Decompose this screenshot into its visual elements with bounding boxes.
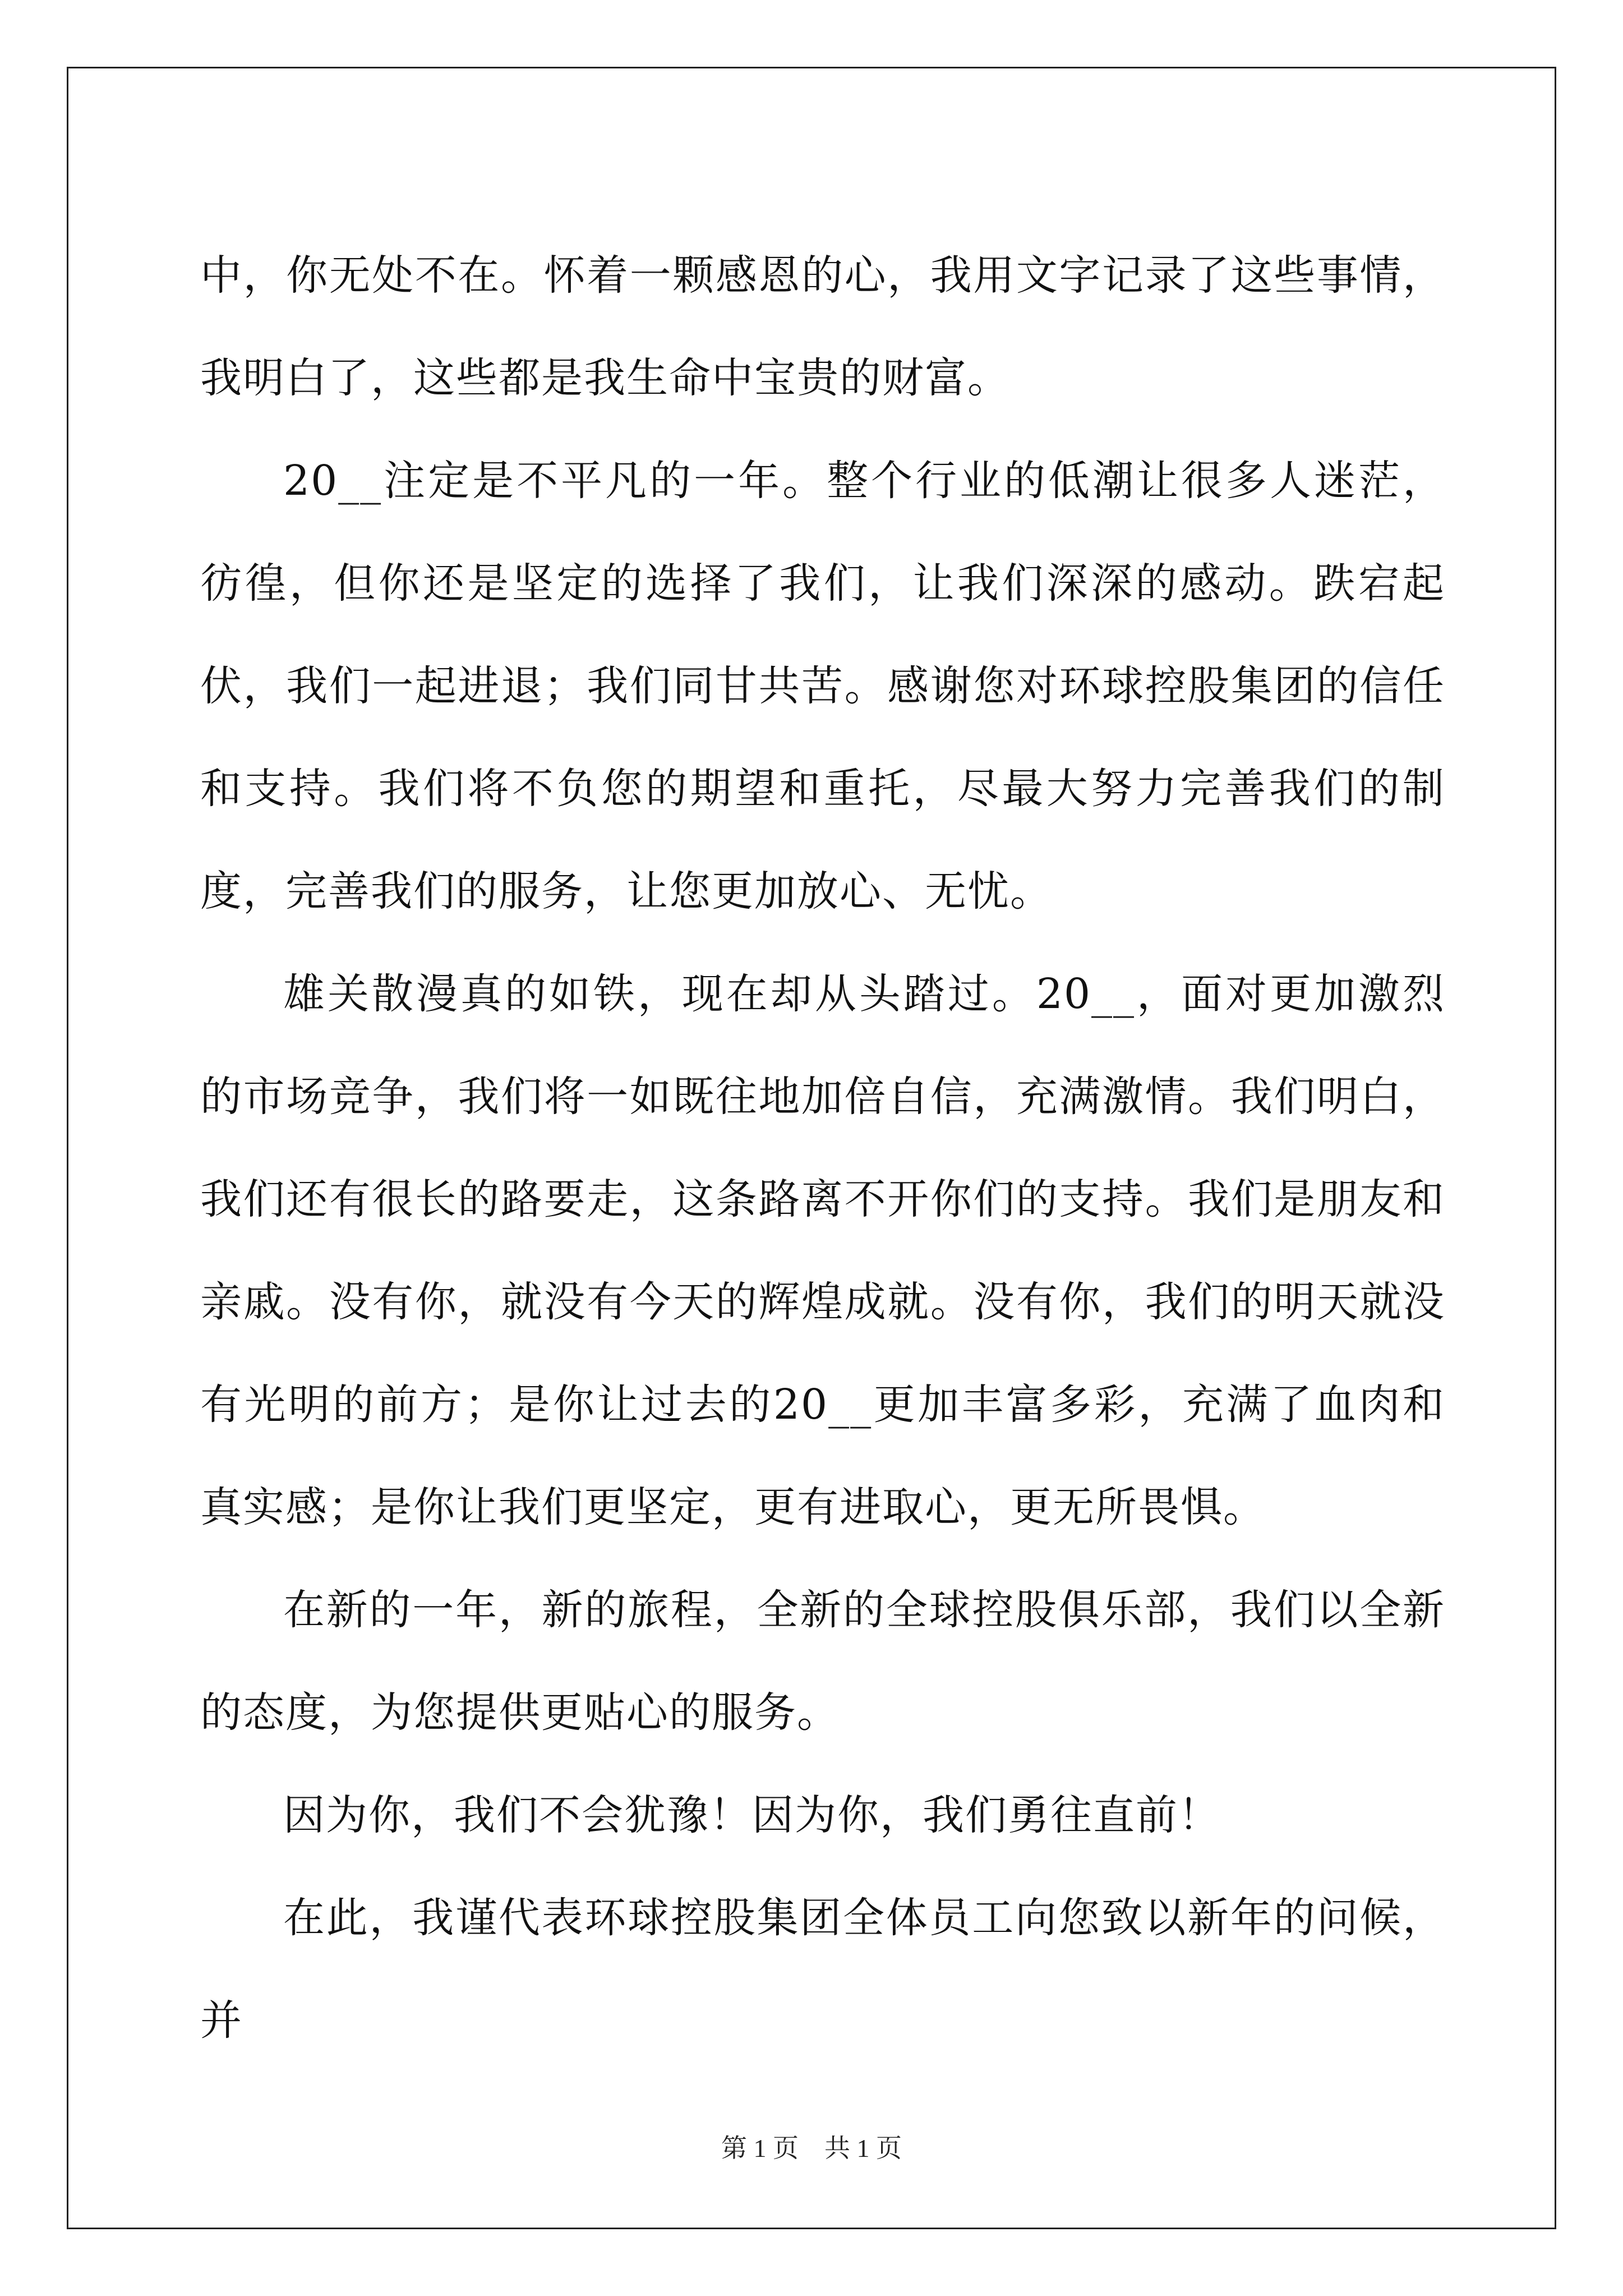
page-number-footer: 第 1 页 共 1 页 xyxy=(721,2134,902,2162)
paragraph-5: 因为你，我们不会犹豫！因为你，我们勇往直前！ xyxy=(283,1791,1221,1839)
document-body xyxy=(200,224,1445,2072)
paragraph-3: 雄关散漫真的如铁，现在却从头踏过。20__，面对更加激烈的市场竞争，我们将一如既往地加倍自信，充满激情。我们明白，我们还有很长的路要走，这条路离不开你们的支持。我们是朋友和亲戚。没有你，就没有今天的辉煌成就。没有你，我们的明天就没有光明的前方；是你让过去的20__更加丰富多彩，充满了血肉和真实感；是你让我们更坚定，更有进取心，更无所畏惧。 xyxy=(200,970,1445,1531)
paragraph-4: 在新的一年，新的旅程，全新的全球控股俱乐部，我们以全新的态度，为您提供更贴心的服务。 xyxy=(200,1586,1445,1737)
paragraph-2: 20__注定是不平凡的一年。整个行业的低潮让很多人迷茫，彷徨，但你还是坚定的选择了我们，让我们深深的感动。跌宕起伏，我们一起进退；我们同甘共苦。感谢您对环球控股集团的信任和支持。我们将不负您的期望和重托，尽最大努力完善我们的制度，完善我们的服务，让您更加放心、无忧。 xyxy=(200,457,1445,915)
paragraph-1: 中，你无处不在。怀着一颗感恩的心，我用文字记录了这些事情，我明白了，这些都是我生命中宝贵的财富。 xyxy=(200,251,1445,402)
paragraph-6: 在此，我谨代表环球控股集团全体员工向您致以新年的问候，并 xyxy=(200,1894,1445,2045)
